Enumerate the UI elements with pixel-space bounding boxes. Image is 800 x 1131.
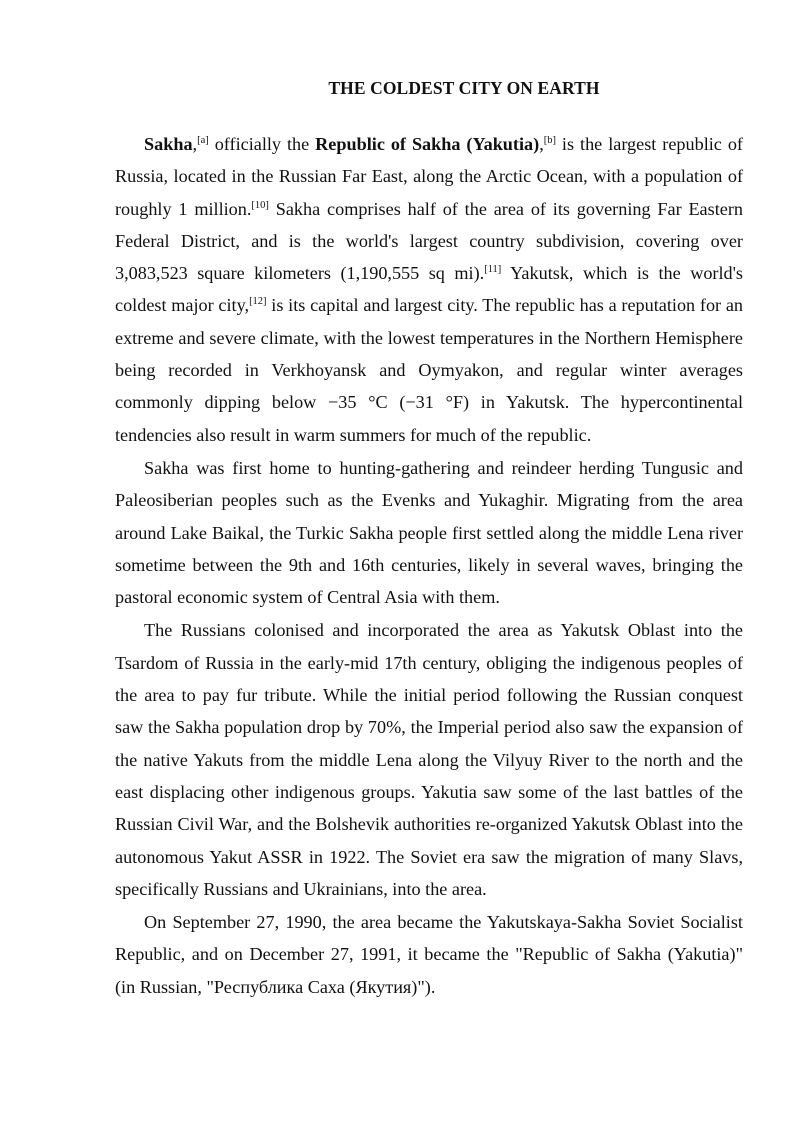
footnote-ref-a[interactable]: [a] bbox=[197, 135, 209, 146]
text-span: is the largest republic of Russia, located in the Russian Far East, along the Arctic Ocean, with a population of roughly 1 million. bbox=[115, 134, 743, 219]
paragraph-russian-colonisation: The Russians colonised and incorporated the area as Yakutsk Oblast into the Tsardom of Russia in the early-mid 17th century, obliging the indigenous peoples of the area to pay fur tribute. While the initial period following the Russian conquest saw the Sakha population drop by 70%, the Imperial period also saw the expansion of the native Yakuts from the middle Lena along the Vilyuy River to the north and the east displacing other indigenous groups. Yakutia saw some of the last battles of the Russian Civil War, and the Bolshevik authorities re-organized Yakutsk Oblast into the autonomous Yakut ASSR in 1922. The Soviet era saw the migration of many Slavs, specifically Russians and Ukrainians, into the area. bbox=[115, 620, 743, 899]
footnote-ref-11[interactable]: [11] bbox=[484, 264, 502, 276]
text-span: is its capital and largest city. The republic has a reputation for an extreme and severe climate, with the lowest temperatures in the Northern Hemisphere being recorded in Verkhoyansk and Oymyakon, and regular winter averages commonly dipping below −35 °C (−31 °F) in Yakutsk. The hypercontinental tendencies also result in warm summers for much of the republic. bbox=[115, 295, 743, 445]
text-span: , bbox=[192, 134, 198, 154]
text-span: Yakutsk, which is the world's coldest major city, bbox=[115, 263, 743, 316]
footnote-ref-10[interactable]: [10] bbox=[251, 199, 269, 211]
paragraph-early-history: Sakha was first home to hunting-gathering and reindeer herding Tungusic and Paleosiberian peoples such as the Evenks and Yukaghir. Migrating from the area around Lake Baikal, the Turkic Sakha people first settled along the middle Lena river sometime between the 9th and 16th centuries, likely in several waves, bringing the pastoral economic system of Central Asia with them. bbox=[115, 457, 743, 608]
paragraph-republic-formation: On September 27, 1990, the area became the Yakutskaya-Sakha Soviet Socialist Republic, and on December 27, 1991, it became the "Republic of Sakha (Yakutia)" (in Russian, "Республика Саха (Якутия)"). bbox=[115, 912, 743, 997]
term-republic: Republic of Sakha (Yakutia) bbox=[315, 134, 540, 154]
document-body bbox=[115, 128, 743, 1003]
footnote-ref-12[interactable]: [12] bbox=[249, 296, 267, 308]
text-span: , bbox=[539, 134, 544, 154]
document-page bbox=[115, 0, 743, 1003]
text-span: officially the bbox=[208, 134, 316, 154]
document-title: THE COLDEST CITY ON EARTH bbox=[328, 78, 600, 98]
footnote-ref-b[interactable]: [b] bbox=[543, 135, 556, 146]
text-span: Sakha comprises half of the area of its governing Far Eastern Federal District, and is the world's largest country subdivision, covering over 3,083,523 square kilometers (1,190,555 sq mi). bbox=[115, 198, 743, 284]
term-sakha: Sakha bbox=[144, 134, 193, 154]
paragraph-intro bbox=[115, 128, 743, 451]
